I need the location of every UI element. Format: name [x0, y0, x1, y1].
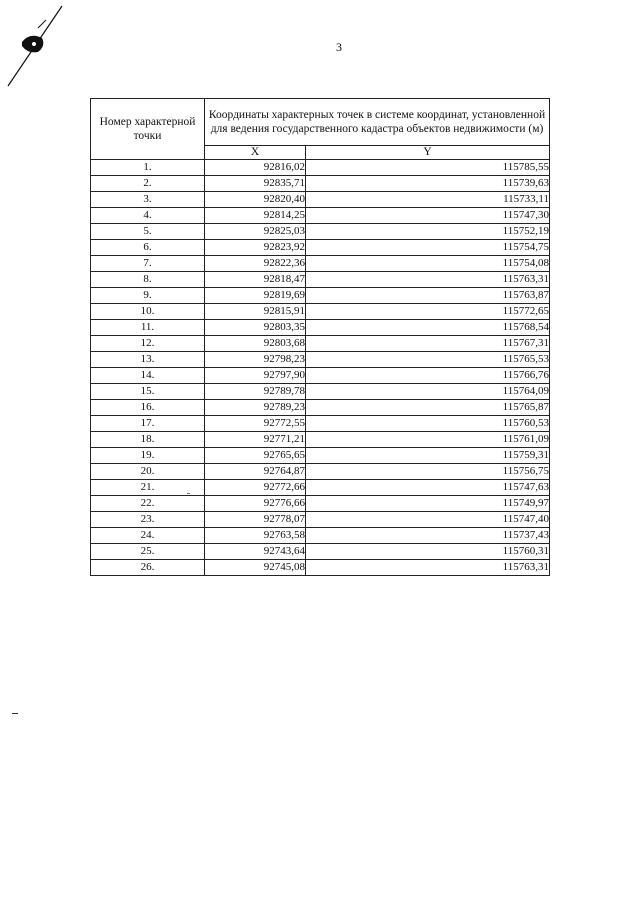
point-number-cell: 9.: [91, 288, 205, 304]
x-coordinate-cell: 92835,71: [205, 176, 306, 192]
point-number-cell: 19.: [91, 448, 205, 464]
y-coordinate-cell: 115766,76: [306, 368, 550, 384]
point-number-cell: 15.: [91, 384, 205, 400]
point-number-cell: 1.: [91, 160, 205, 176]
coordinates-table: [90, 98, 550, 576]
table-row: [91, 240, 550, 256]
x-coordinate-cell: 92798,23: [205, 352, 306, 368]
point-number-cell: 14.: [91, 368, 205, 384]
table-row: [91, 336, 550, 352]
y-coordinate-cell: 115739,63: [306, 176, 550, 192]
page-number: 3: [336, 40, 342, 54]
table-row: [91, 224, 550, 240]
y-coordinate-cell: 115749,97: [306, 496, 550, 512]
table-row: [91, 432, 550, 448]
table-row: [91, 496, 550, 512]
y-coordinate-cell: 115785,55: [306, 160, 550, 176]
y-coordinate-cell: 115747,30: [306, 208, 550, 224]
header-x: X: [205, 146, 306, 160]
x-coordinate-cell: 92778,07: [205, 512, 306, 528]
y-coordinate-cell: 115763,31: [306, 272, 550, 288]
y-coordinate-cell: 115747,40: [306, 512, 550, 528]
x-coordinate-cell: 92789,23: [205, 400, 306, 416]
table-row: [91, 560, 550, 576]
table-body: [91, 160, 550, 576]
x-coordinate-cell: 92765,65: [205, 448, 306, 464]
table-row: [91, 160, 550, 176]
header-point-number: Номер характерной точки: [91, 99, 205, 160]
x-coordinate-cell: 92822,36: [205, 256, 306, 272]
y-coordinate-cell: 115765,87: [306, 400, 550, 416]
point-number-cell: 4.: [91, 208, 205, 224]
x-coordinate-cell: 92820,40: [205, 192, 306, 208]
x-coordinate-cell: 92815,91: [205, 304, 306, 320]
x-coordinate-cell: 92823,92: [205, 240, 306, 256]
table-row: [91, 512, 550, 528]
table-row: [91, 448, 550, 464]
x-coordinate-cell: 92743,64: [205, 544, 306, 560]
x-coordinate-cell: 92764,87: [205, 464, 306, 480]
table-row: [91, 464, 550, 480]
y-coordinate-cell: 115763,31: [306, 560, 550, 576]
x-coordinate-cell: 92814,25: [205, 208, 306, 224]
y-coordinate-cell: 115760,31: [306, 544, 550, 560]
table-row: [91, 256, 550, 272]
point-number-cell: 22.: [91, 496, 205, 512]
table-row: [91, 192, 550, 208]
y-coordinate-cell: 115754,08: [306, 256, 550, 272]
point-number-cell: 11.: [91, 320, 205, 336]
x-coordinate-cell: 92772,55: [205, 416, 306, 432]
point-number-cell: 10.: [91, 304, 205, 320]
point-number-cell: 18.: [91, 432, 205, 448]
table-row: [91, 208, 550, 224]
x-coordinate-cell: 92789,78: [205, 384, 306, 400]
point-number-cell: 26.: [91, 560, 205, 576]
y-coordinate-cell: 115759,31: [306, 448, 550, 464]
table-row: [91, 176, 550, 192]
x-coordinate-cell: 92819,69: [205, 288, 306, 304]
y-coordinate-cell: 115752,19: [306, 224, 550, 240]
x-coordinate-cell: 92818,47: [205, 272, 306, 288]
point-number-cell: 21.: [91, 480, 205, 496]
table-row: [91, 368, 550, 384]
y-coordinate-cell: 115765,53: [306, 352, 550, 368]
table-row: [91, 544, 550, 560]
y-coordinate-cell: 115756,75: [306, 464, 550, 480]
y-coordinate-cell: 115761,09: [306, 432, 550, 448]
x-coordinate-cell: 92745,08: [205, 560, 306, 576]
point-number-cell: 2.: [91, 176, 205, 192]
x-coordinate-cell: 92803,68: [205, 336, 306, 352]
y-coordinate-cell: 115767,31: [306, 336, 550, 352]
point-number-cell: 20.: [91, 464, 205, 480]
point-number-cell: 7.: [91, 256, 205, 272]
x-coordinate-cell: 92797,90: [205, 368, 306, 384]
x-coordinate-cell: 92803,35: [205, 320, 306, 336]
table-row: [91, 480, 550, 496]
table-row: [91, 528, 550, 544]
table-row: [91, 384, 550, 400]
point-number-cell: 12.: [91, 336, 205, 352]
header-y: Y: [306, 146, 550, 160]
x-coordinate-cell: 92771,21: [205, 432, 306, 448]
y-coordinate-cell: 115747,63: [306, 480, 550, 496]
x-coordinate-cell: 92825,03: [205, 224, 306, 240]
point-number-cell: 5.: [91, 224, 205, 240]
point-number-cell: 16.: [91, 400, 205, 416]
point-number-cell: 13.: [91, 352, 205, 368]
x-coordinate-cell: 92772,66: [205, 480, 306, 496]
table-row: [91, 288, 550, 304]
table-row: [91, 320, 550, 336]
table-row: [91, 416, 550, 432]
y-coordinate-cell: 115764,09: [306, 384, 550, 400]
point-number-cell: 17.: [91, 416, 205, 432]
y-coordinate-cell: 115772,65: [306, 304, 550, 320]
table-row: [91, 304, 550, 320]
x-coordinate-cell: 92816,02: [205, 160, 306, 176]
point-number-cell: 6.: [91, 240, 205, 256]
point-number-cell: 25.: [91, 544, 205, 560]
header-coordinates: Координаты характерных точек в системе координат, установленной для ведения государственного кадастра объектов недвижимости (м): [205, 99, 550, 146]
y-coordinate-cell: 115768,54: [306, 320, 550, 336]
table-row: [91, 272, 550, 288]
y-coordinate-cell: 115760,53: [306, 416, 550, 432]
point-number-cell: 24.: [91, 528, 205, 544]
point-number-cell: 8.: [91, 272, 205, 288]
x-coordinate-cell: 92776,66: [205, 496, 306, 512]
y-coordinate-cell: 115754,75: [306, 240, 550, 256]
y-coordinate-cell: 115733,11: [306, 192, 550, 208]
table-row: [91, 400, 550, 416]
x-coordinate-cell: 92763,58: [205, 528, 306, 544]
y-coordinate-cell: 115763,87: [306, 288, 550, 304]
table-row: [91, 352, 550, 368]
point-number-cell: 3.: [91, 192, 205, 208]
point-number-cell: 23.: [91, 512, 205, 528]
y-coordinate-cell: 115737,43: [306, 528, 550, 544]
